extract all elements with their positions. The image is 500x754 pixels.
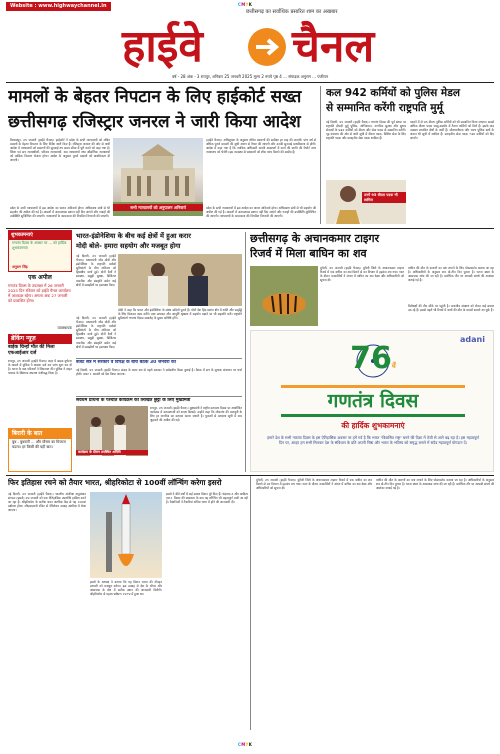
ekta-caption: कार्यक्रम के दौरान उपस्थित अतिथि: [76, 450, 148, 455]
ekta-headline[interactable]: सर्वधर्म प्रार्थना के पश्चात कार्यक्रम की लिखित छुट्टी के लिए मुख्यमंत्री: [76, 398, 191, 403]
police-headline-1[interactable]: कल 942 कर्मियों को पुलिस मेडल: [326, 87, 460, 99]
indonesia-col-1b: नई दिल्ली, 25 जनवरी (हाईवे चैनल)। प्रधानमंत्री नरेंद्र मोदी और इंडोनेशिया के राष्ट्रपति प्रबोवो सुबियांतो के बीच शनिवार को द्विपक्षीय वार्ता हुई। दोनों देशों ने स्वास्थ्य, समुद्री सुरक्षा, डिजिटल तकनीक और संस्कृति समेत कई क्षेत्रों में समझौतों पर हस्ताक्षर किए।: [76, 316, 116, 349]
police-col-2: पदकों में से 95 वीरता पुलिस कर्मियों को भी सम्मानित किया जाएगा। सबसे अधिक वीरता पदक जम्मू-कश्मीर में तैनात कर्मियों को मिले हैं। इसके बाद नक्सल प्रभावित क्षेत्रों के कर्मी हैं। सीआरपीएफ और राज्य पुलिस बलों के जवान भी सूची में शामिल हैं। सराहनीय सेवा पदक 746 कर्मियों को दिए जाएंगे।: [410, 120, 494, 141]
shubhkamna-body: गणतंत्र दिवस के अवसर पर ... को हार्दिक शुभकामनाएं: [12, 241, 67, 250]
budget-headline[interactable]: बजट सत्र में सरकार व विपक्ष के बीच बैठक 30 जनवरी को: [76, 360, 176, 365]
shubhkamna-from: अनुराग सिंह: [12, 265, 28, 269]
isro-col-2: इसरो के अध्यक्ष ने बताया कि यह मिशन भारत की नौवहन प्रणाली को मजबूत करेगा। इस उपग्रह से देश के भीतर और आसपास के क्षेत्र में सटीक स्थान की जानकारी मिलेगी। श्रीहरिकोटा से पहला प्रक्षेपण 1979 में हुआ था।: [90, 580, 162, 597]
isro-headline[interactable]: फिर इतिहास रचने को तैयार भारत, श्रीहरिकोटा से 100वीं लॉन्चिंग करेगा इसरो: [8, 478, 222, 487]
isro-col-3: इसरो ने बीते वर्षों में कई सफल मिशन पूरे किए हैं। चंद्रयान-3 और आदित्य एल-1 मिशन की सफलता के बाद यह लॉन्चिंग भी महत्वपूर्ण मानी जा रही है। वैज्ञानिकों ने तैयारियां अंतिम चरण में होने की जानकारी दी।: [166, 492, 248, 505]
ad-flag-stripe-bottom: [281, 414, 465, 417]
lead-col-3: प्रदेश के सभी न्यायालयों में इस आदेश का पालन अनिवार्य होगा। अधिवक्ता संघों से भी सहयोग की अपील की गई है। मामलों में अनावश्यक स्थगन नहीं दिए जाएंगे और गवाहों की उपस्थिति सुनिश्चित की जाएगी। न्यायालयों के कामकाज की नियमित निगरानी की जाएगी।: [10, 206, 110, 219]
indonesia-headline-1[interactable]: भारत-इंडोनेशिया के बीच कई क्षेत्रों में हुआ करार: [76, 232, 191, 240]
left-vrule: [245, 232, 246, 472]
mid-rule: [6, 228, 494, 229]
website-label[interactable]: Website : www.highwaychannel.in: [6, 2, 111, 11]
road-arrow-icon: [248, 28, 286, 66]
ad-body: हमारे देश के सभी गणतंत्र दिवस के इस ऐतिहासिक अवसर पर हमें गर्व है कि भारत "विकसित राष्ट्र" बनने की दिशा में तेजी से आगे बढ़ रहा है। इस महत्वपूर्ण दिन पर, आइए हम सभी मिलकर देश के संविधान के प्रति अपनी निष्ठा और भारत के भविष्य को समृद्ध बनाने में सदैव महत्वपूर्ण योगदान दें।: [267, 435, 479, 446]
indonesia-col-1: नई दिल्ली, 25 जनवरी (हाईवे चैनल)। प्रधानमंत्री नरेंद्र मोदी और इंडोनेशिया के राष्ट्रपति प्रबोवो सुबियांतो के बीच शनिवार को द्विपक्षीय वार्ता हुई। दोनों देशों ने स्वास्थ्य, समुद्री सुरक्षा, डिजिटल तकनीक और संस्कृति समेत कई क्षेत्रों में समझौतों पर हस्ताक्षर किए।: [76, 254, 116, 287]
appeal-body: गणतंत्र दिवस के उपलक्ष्य में 26 जनवरी 2025 दिन रविवार को हाईवे चैनल कार्यालय में अवकाश रहेगा। अगला अंक 27 जनवरी को प्रकाशित होगा।: [8, 283, 71, 303]
ad-number-suffix: वें: [391, 362, 396, 370]
tigress-photo: [250, 266, 318, 326]
police-col-1: नई दिल्ली, 25 जनवरी (हाईवे चैनल)। गणतंत्र दिवस की पूर्व संध्या पर राष्ट्रपति द्रौपदी मुर्मू पुलिस, अग्निशमन, नागरिक सुरक्षा और सुधार सेवाओं के 942 कर्मियों को वीरता और सेवा पदक से सम्मानित करेंगी। गृह मंत्रालय की ओर से जारी सूची में वीरता पदक, विशिष्ट सेवा के लिए राष्ट्रपति पदक और सराहनीय सेवा पदक शामिल हैं।: [326, 120, 406, 141]
shubhkamna-box: [8, 230, 72, 272]
budget-body: नई दिल्ली, 25 जनवरी (हाईवे चैनल)। संसद के बजट सत्र से पहले सरकार ने सर्वदलीय बैठक बुलाई है। बैठक में सत्र के सुचारू संचालन पर चर्चा होगी। बजट 1 फरवरी को पेश किया जाएगा।: [76, 368, 242, 377]
masthead-tagline: छत्तीसगढ़ का सर्वाधिक प्रसारित शाम का अखबार: [246, 9, 338, 15]
cmyk-marks-top: CMYK: [238, 2, 253, 7]
tiger-col-2: बाघिन की मौत के कारणों का पता लगाने के लिए पोस्टमार्टम कराया जा रहा है। अधिकारियों के अनुसार शव दो-तीन दिन पुराना है। घटना स्थल के आसपास जांच की जा रही है। प्रारंभिक तौर पर आपसी संघर्ष की आशंका जताई गई है।: [408, 266, 494, 283]
lead-vrule: [320, 86, 321, 224]
indonesia-col-2: मोदी ने कहा कि भारत और इंडोनेशिया के संबंध सदियों पुराने हैं। दोनों देश हिंद-प्रशांत क्षेत्र में शांति और समृद्धि के लिए मिलकर काम करेंगे। रक्षा उत्पादन और आपूर्ति श्रृंखला में सहयोग बढ़ाने पर भी सहमति बनी। राष्ट्रपति सुबियांतो गणतंत्र दिवस समारोह के मुख्य अतिथि होंगे।: [118, 308, 242, 321]
isro-col-1: नई दिल्ली, 25 जनवरी (हाईवे चैनल)। भारतीय अंतरिक्ष अनुसंधान संगठन (इसरो) 29 जनवरी को एक ऐतिहासिक उपलब्धि हासिल करने जा रहा है। श्रीहरिकोटा के सतीश धवन अंतरिक्ष केंद्र से यह 100वां प्रक्षेपण होगा। जीएसएलवी रॉकेट से नेविगेशन उपग्रह अंतरिक्ष में भेजा जाएगा।: [8, 492, 86, 513]
indonesia-rule: [76, 358, 242, 359]
tiger-col-3: विशेषज्ञों की टीम मौके पर पहुंची है। वन्यजीव संरक्षण को लेकर कई सवाल उठ रहे हैं। इससे पहले भी रिजर्व में बाघों की मौत के मामले सामने आ चुके हैं।: [408, 304, 494, 313]
breaking-label: ब्रेकिंग न्यूज़: [8, 334, 72, 344]
ad-subtitle: की हार्दिक शुभकामनाएं: [341, 421, 405, 430]
appeal-from: व्यवस्थापक: [57, 326, 72, 330]
masthead-rule: [6, 82, 494, 83]
adani-logo: adani: [460, 335, 485, 344]
tiger-col-1: मुंगेली, 25 जनवरी (हाईवे चैनल)। मुंगेली जिले के अचानकमार टाइगर रिजर्व में एक बाघिन का शव मिलने से वन विभाग में हड़कंप मच गया। गश्त के दौरान वनकर्मियों ने जंगल में बाघिन का शव देखा और अधिकारियों को सूचना दी।: [320, 266, 404, 283]
lead-headline-1[interactable]: मामलों के बेहतर निपटान के लिए हाईकोर्ट सख्त: [8, 87, 302, 107]
ad-number-value: 76: [350, 341, 392, 376]
adani-ad[interactable]: [250, 330, 494, 472]
modi-subianto-photo: [118, 254, 242, 306]
breaking-body: रायपुर, 25 जनवरी (हाईवे चैनल)। शहर में सड़क दुर्घटना के मामले में पुलिस ने मामला दर्ज कर जांच शुरू कर दी है। घटना के बाद परिजनों ने शिकायत की। पुलिस ने वाहन चालक के खिलाफ अपराध पंजीबद्ध किया है।: [8, 359, 72, 376]
ekta-photo: [76, 406, 148, 456]
shubhkamna-header: शुभकामनाएं: [9, 231, 71, 240]
masthead-title-left: हाईवे: [122, 21, 203, 72]
budget-rule: [76, 396, 242, 397]
masthead-title-right: चैनल: [292, 21, 375, 72]
lead-col-1: बिलासपुर, 25 जनवरी (हाईवे चैनल)। हाईकोर्ट ने प्रदेश के सभी न्यायालयों को लंबित मामलों के बेहतर निपटान के लिए निर्देश जारी किए हैं। रजिस्ट्रार जनरल की ओर से जारी आदेश में न्यायालयों को प्रकरणों की सुनवाई तय समय सीमा में पूरी करने को कहा गया है। जिला एवं सत्र न्यायाधीशों, परिवार न्यायालयों, श्रम न्यायालयों तथा औद्योगिक न्यायालयों को मासिक विवरण भेजना होगा। आदेश के अनुसार पुराने मामलों को प्राथमिकता दी जाएगी।: [10, 138, 110, 163]
tiger-col-1b: मुंगेली, 25 जनवरी (हाईवे चैनल)। मुंगेली जिले के अचानकमार टाइगर रिजर्व में एक बाघिन का शव मिलने से वन विभाग में हड़कंप मच गया। गश्त के दौरान वनकर्मियों ने जंगल में बाघिन का शव देखा और अधिकारियों को सूचना दी।: [256, 478, 372, 491]
lead-col-2: (हाईवे चैनल)। अधिसूचना के अनुसार लंबित प्रकरणों की समीक्षा हर माह की जाएगी। पांच वर्ष से अधिक पुराने मामलों की सूची अलग से तैयार की जाएगी और उनकी सुनवाई प्राथमिकता से होगी। आदेश में कहा गया है कि न्यायिक अधिकारी अपनी अदालतों में कार्य की प्रगति की रिपोर्ट उच्च न्यायालय को भेजेंगे। इस व्यवस्था से पक्षकारों को शीघ्र न्याय मिलने की उम्मीद है।: [206, 138, 316, 155]
masthead: [0, 14, 500, 82]
rocket-launch-photo: [90, 492, 162, 578]
birari-box: [8, 428, 72, 472]
indonesia-headline-2[interactable]: मोदी बोले- हमारा सहयोग और मजबूत होगा: [76, 242, 181, 250]
tiger-headline-1[interactable]: छत्तीसगढ़ के अचानकमार टाइगर: [250, 232, 380, 245]
appeal-box: [8, 274, 72, 332]
ad-number: [345, 341, 401, 377]
tiger-col-2b: बाघिन की मौत के कारणों का पता लगाने के लिए पोस्टमार्टम कराया जा रहा है। अधिकारियों के अनुसार शव दो-तीन दिन पुराना है। घटना स्थल के आसपास जांच की जा रही है। प्रारंभिक तौर पर आपसी संघर्ष की आशंका जताई गई है।: [376, 478, 494, 491]
birari-header: बिरारी के बात: [9, 429, 71, 439]
president-photo: [326, 180, 406, 224]
tiger-headline-2[interactable]: रिजर्व में मिला बाघिन का शव: [250, 247, 367, 260]
ekta-body: रायपुर, 25 जनवरी (हाईवे चैनल)। मुख्यमंत्री ने राष्ट्रीय मतदाता दिवस पर आयोजित कार्यक्रम में मतदाताओं को शपथ दिलाई। उन्होंने कहा कि लोकतंत्र की मजबूती के लिए हर नागरिक का मतदान करना जरूरी है। युवाओं से मतदाता सूची में नाम जुड़वाने की अपील की गई।: [150, 406, 242, 423]
isro-vrule: [250, 476, 251, 730]
cmyk-marks-bottom: CMYK: [238, 742, 253, 747]
ad-title: गणतंत्र दिवस: [327, 390, 419, 412]
police-headline-2[interactable]: से सम्मानित करेंगी राष्ट्रपति मुर्मू: [326, 102, 443, 114]
ad-flag-stripe-top: [281, 385, 465, 388]
masthead-info-line: वर्ष - 28 अंक - 3 रायपुर, शनिवार 25 जनवरी 2025 मूल्य 2 रुपये पृष्ठ 4 ... संपादक अनुराग ... पंजीयन: [171, 74, 329, 79]
appeal-header: एक अपील: [28, 274, 52, 281]
lead-col-3b: प्रदेश के सभी न्यायालयों में इस आदेश का पालन अनिवार्य होगा। अधिवक्ता संघों से भी सहयोग की अपील की गई है। मामलों में अनावश्यक स्थगन नहीं दिए जाएंगे और गवाहों की उपस्थिति सुनिश्चित की जाएगी। न्यायालयों के कामकाज की नियमित निगरानी की जाएगी।: [206, 206, 316, 219]
breaking-news: [8, 334, 72, 426]
lead-headline-2[interactable]: छत्तीसगढ़ रजिस्ट्रार जनरल ने जारी किया आदेश: [8, 112, 301, 132]
breaking-headline[interactable]: बाईक चिन्हों मौत की मिला एफआईआर दर्ज: [8, 345, 55, 356]
police-photo-caption: उनमें 95 वीरता पदक भी शामिल: [362, 192, 406, 203]
high-court-photo: [113, 138, 203, 216]
website-bar: [0, 0, 500, 14]
birari-body: बुध - बुधवारी ... और मौसम का मिजाज बदला। हर किसी की यही बात।: [12, 440, 66, 449]
lead-photo-caption: सभी न्यायालयों को अनुपालन अनिवार्य: [113, 204, 203, 211]
